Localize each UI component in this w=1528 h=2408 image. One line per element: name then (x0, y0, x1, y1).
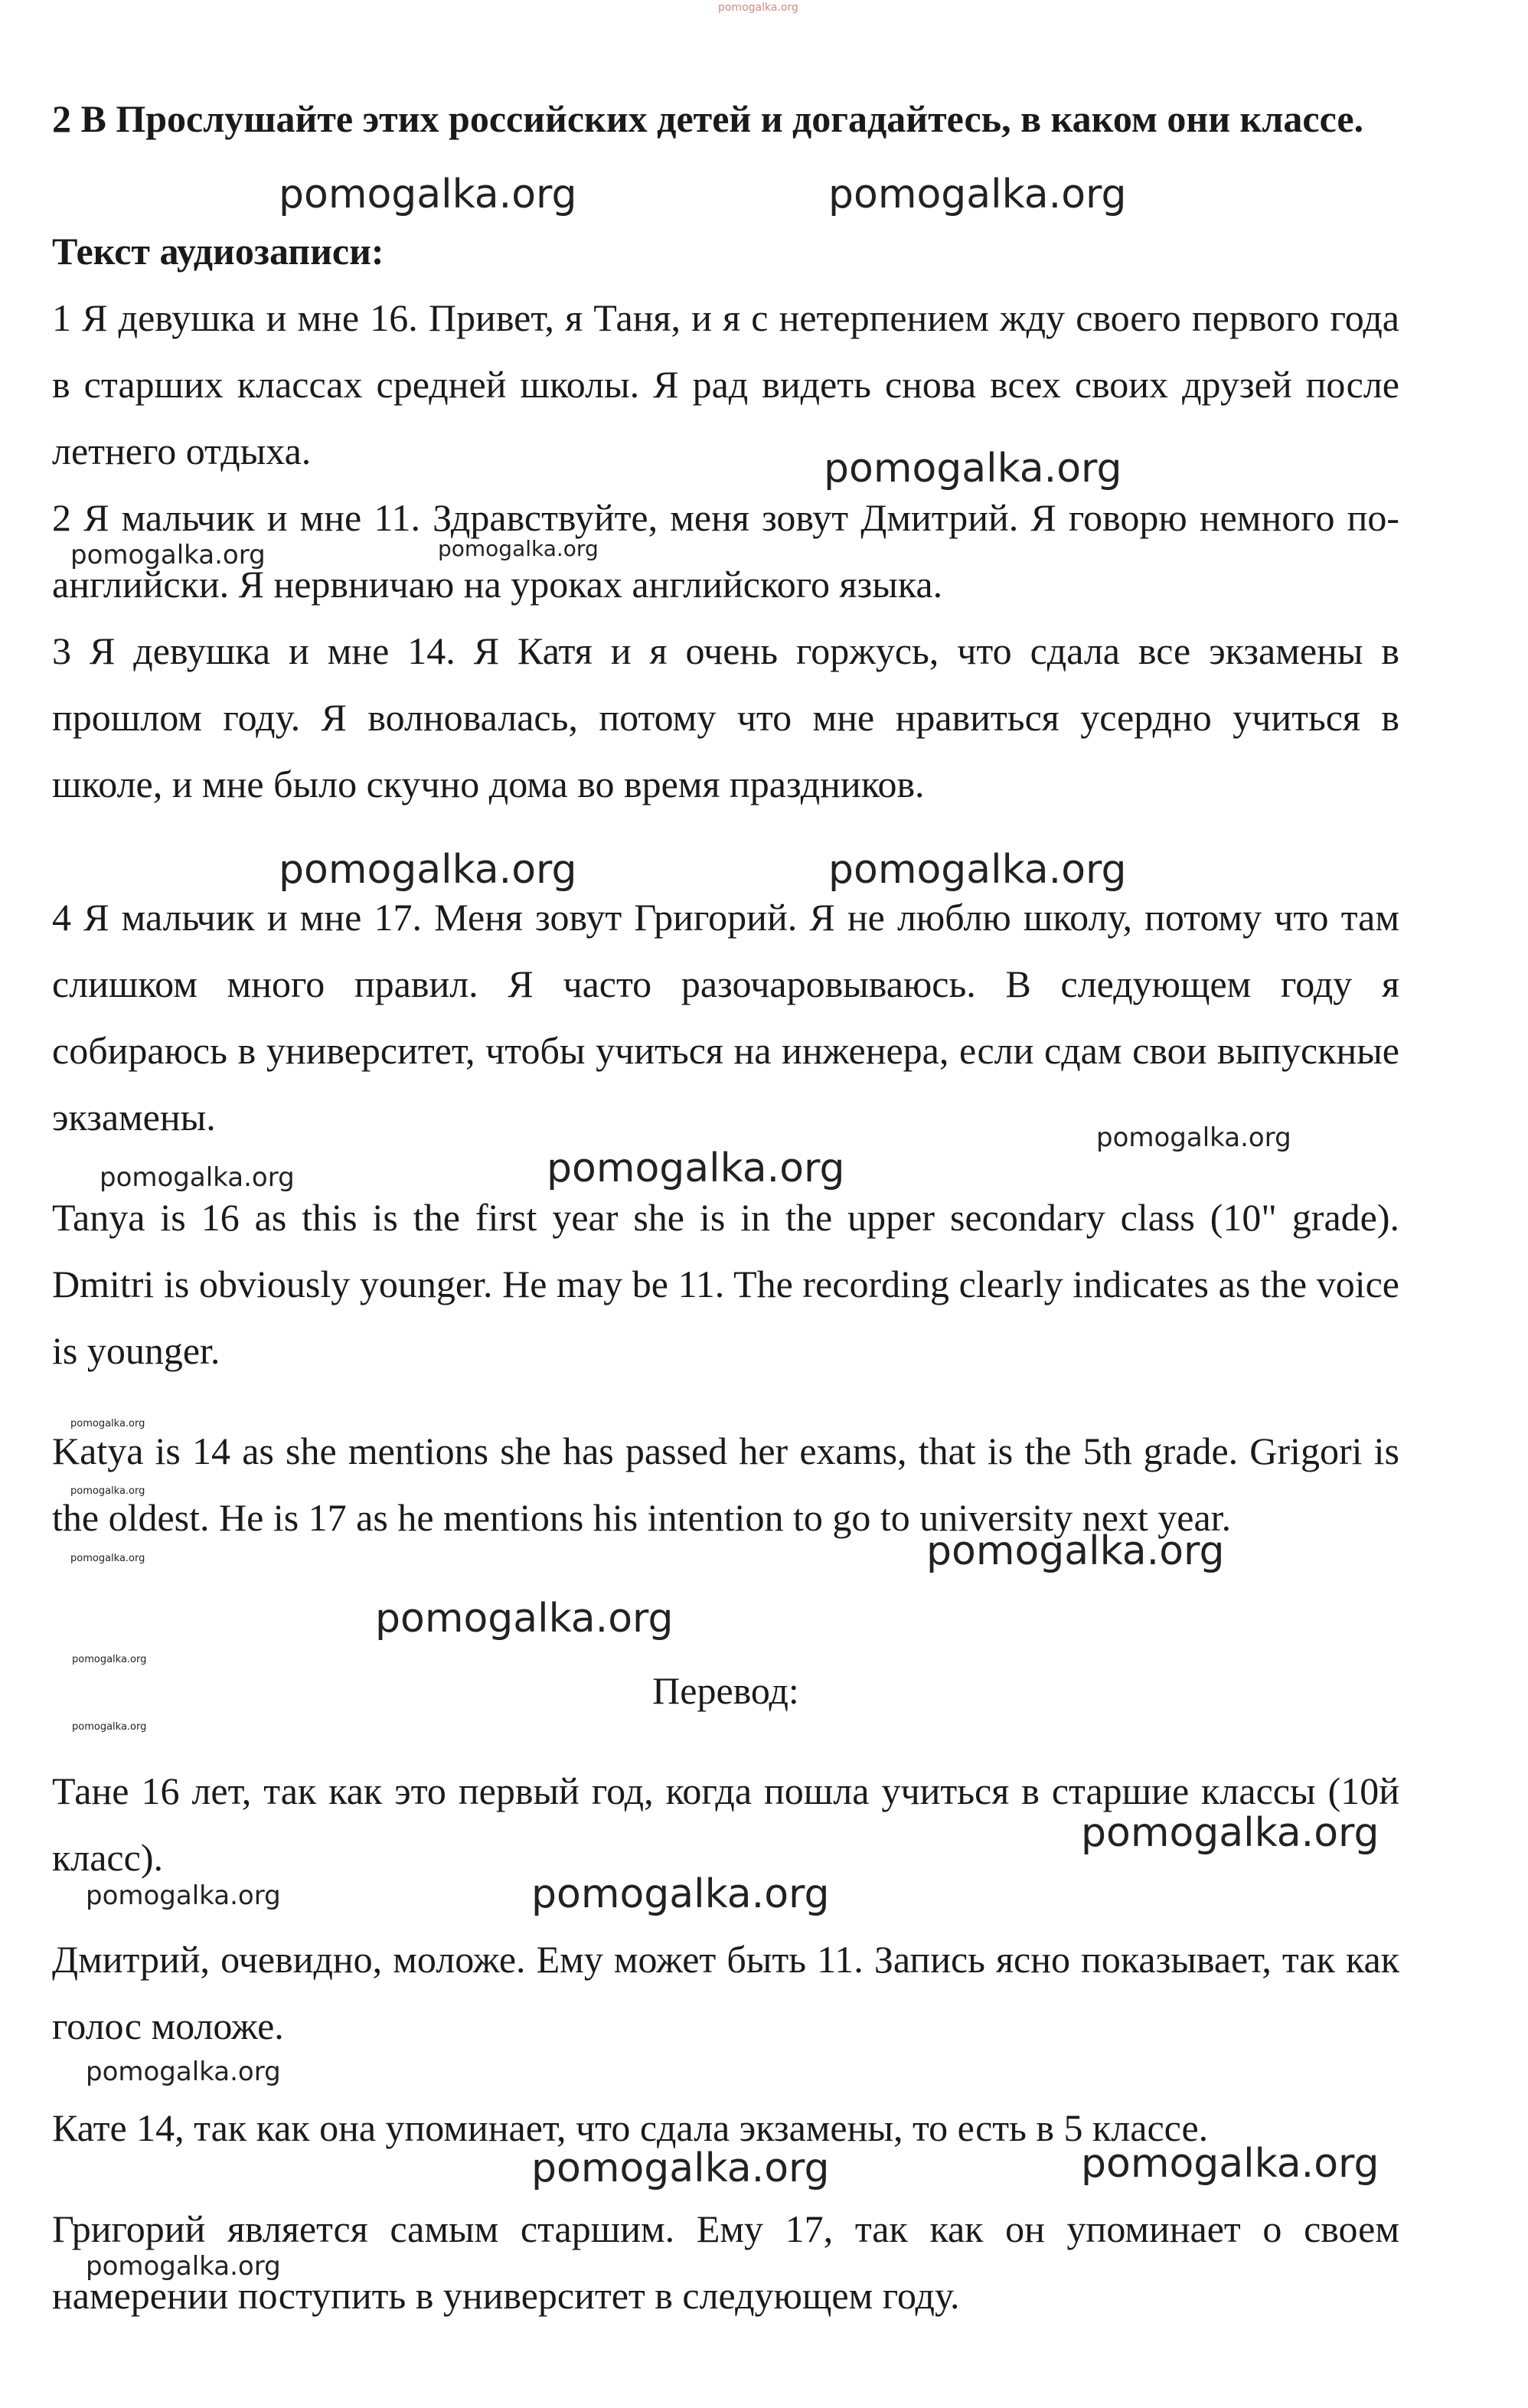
watermark: pomogalka.org (375, 1596, 674, 1642)
watermark: pomogalka.org (70, 540, 266, 570)
transcript-paragraph-4: 4 Я мальчик и мне 17. Меня зовут Григорий. Я не люблю школу, потому что там слишком много правил. Я часто разочаровываюсь. В следующем году я собираюсь в университет, чтобы учиться на инженера, если сдам свои выпускные экзамены. (52, 896, 1399, 1139)
translation-paragraph-2: Дмитрий, очевидно, моложе. Ему может быть 11. Запись ясно показывает, так как голос моложе. (52, 1938, 1399, 2047)
answer-paragraph-1: Tanya is 16 as this is the first year she is in the upper secondary class (10" grade). Dmitri is obviously younger. He may be 11. The recording clearly indicates as the voice is younger. (52, 1196, 1399, 1372)
watermark: pomogalka.org (86, 2057, 281, 2087)
transcript-heading: Текст аудиозаписи: (52, 230, 384, 273)
transcript-paragraph-3: 3 Я девушка и мне 14. Я Катя и я очень горжусь, что сдала все экзамены в прошлом году. Я волновалась, потому что мне нравиться усердно учиться в школе, и мне было скучно дома во время праздников. (52, 629, 1399, 805)
watermark: pomogalka.org (86, 1880, 281, 1911)
header-watermark: pomogalka.org (718, 2, 798, 14)
watermark: pomogalka.org (547, 1145, 845, 1191)
watermark: pomogalka.org (100, 1162, 295, 1193)
watermark: pomogalka.org (438, 536, 599, 561)
watermark: pomogalka.org (279, 847, 577, 893)
watermark: pomogalka.org (70, 1485, 145, 1497)
watermark: pomogalka.org (279, 172, 577, 217)
translation-paragraph-1: Тане 16 лет, так как это первый год, когда пошла учиться в старшие классы (10й класс). (52, 1769, 1399, 1879)
watermark: pomogalka.org (72, 1721, 147, 1733)
task-title: 2 В Прослушайте этих российских детей и догадайтесь, в каком они классе. (52, 97, 1364, 140)
watermark: pomogalka.org (828, 847, 1127, 893)
watermark: pomogalka.org (1081, 1810, 1379, 1856)
translation-heading: Перевод: (652, 1669, 799, 1712)
transcript-paragraph-2: 2 Я мальчик и мне 11. Здравствуйте, меня зовут Дмитрий. Я говорю немного по-английски. Я нервничаю на уроках английского языка. (52, 496, 1399, 606)
watermark: pomogalka.org (531, 1871, 830, 1917)
answer-paragraph-2: Katya is 14 as she mentions she has passed her exams, that is the 5th grade. Grigori is the oldest. He is 17 as he mentions his intention to go to university next year. (52, 1429, 1399, 1539)
watermark: pomogalka.org (70, 1418, 145, 1429)
watermark: pomogalka.org (531, 2145, 830, 2191)
translation-paragraph-3: Кате 14, так как она упоминает, что сдала экзамены, то есть в 5 классе. (52, 2106, 1209, 2149)
watermark: pomogalka.org (72, 1654, 147, 1665)
watermark: pomogalka.org (1096, 1122, 1291, 1153)
translation-paragraph-4: Григорий является самым старшим. Ему 17, так как он упоминает о своем намерении поступить в университет в следующем году. (52, 2207, 1399, 2317)
watermark: pomogalka.org (1081, 2141, 1379, 2187)
watermark: pomogalka.org (70, 1553, 145, 1564)
watermark: pomogalka.org (824, 446, 1122, 492)
watermark: pomogalka.org (926, 1528, 1225, 1574)
watermark: pomogalka.org (828, 172, 1127, 217)
transcript-paragraph-1: 1 Я девушка и мне 16. Привет, я Таня, и я с нетерпением жду своего первого года в старших классах средней школы. Я рад видеть снова всех своих друзей после летнего отдыха. (52, 296, 1399, 472)
watermark: pomogalka.org (86, 2251, 281, 2282)
